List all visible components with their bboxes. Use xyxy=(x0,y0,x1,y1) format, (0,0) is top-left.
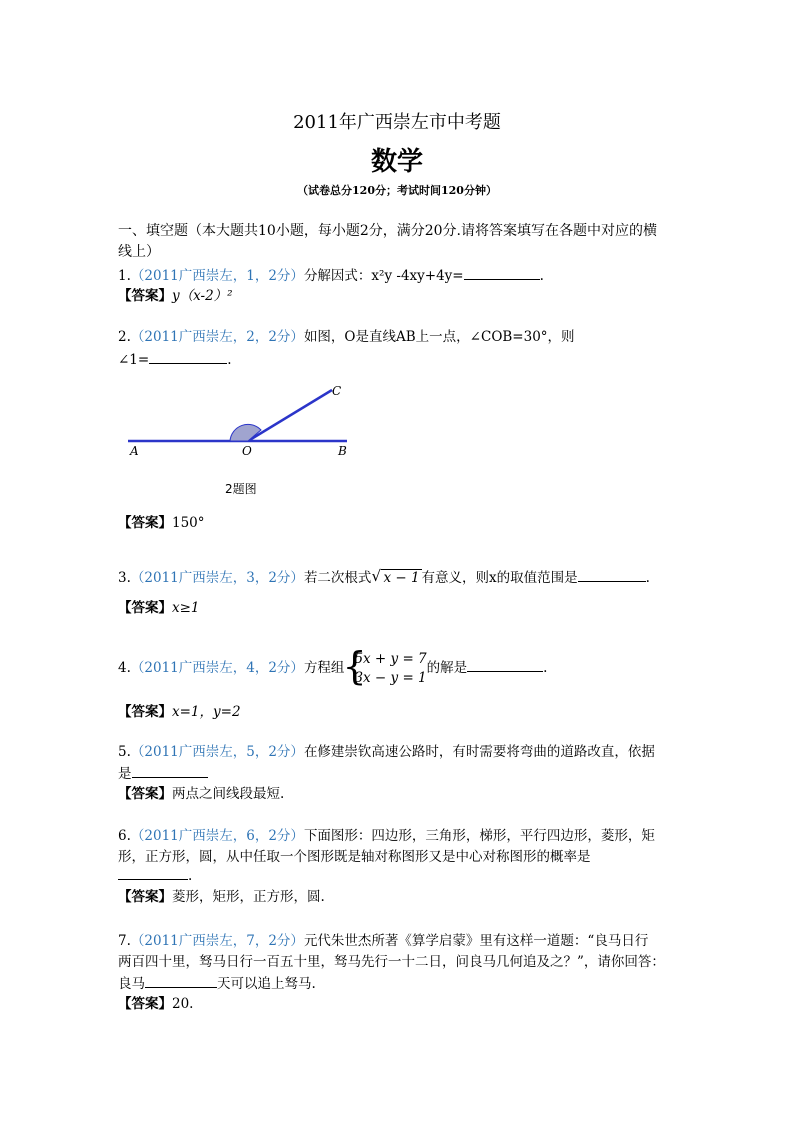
question-text: 是 xyxy=(118,766,132,782)
question-source: （2011广西崇左，6，2分） xyxy=(130,828,304,844)
exam-note: （试卷总分120分；考试时间120分钟） xyxy=(297,184,497,197)
question-number: 7. xyxy=(118,933,131,949)
answer-6 xyxy=(118,888,325,906)
question-6 xyxy=(118,827,655,845)
question-number: 2. xyxy=(118,329,131,345)
section-heading-cont: 线上） xyxy=(118,244,160,260)
question-source: （2011广西崇左，4，2分） xyxy=(130,660,304,676)
equation-system: { 5x + y = 7 3x − y = 1 xyxy=(342,643,427,688)
question-text: 在修建崇钦高速公路时，有时需要将弯曲的道路改直，依据 xyxy=(303,744,655,760)
question-number: 1. xyxy=(118,268,131,284)
question-text: 的解是 xyxy=(426,660,468,676)
answer-4 xyxy=(118,703,241,721)
question-text: 两百四十里，驽马日行一百五十里，驽马先行一十二日，问良马几何追及之？”，请你回答： xyxy=(118,954,665,970)
question-number: 4. xyxy=(118,660,131,676)
question-text: 有意义，则x的取值范围是 xyxy=(421,570,578,586)
answer-text: y（x-2）² xyxy=(172,288,233,304)
question-source: （2011广西崇左，3，2分） xyxy=(130,570,304,586)
answer-text: x≥1 xyxy=(172,600,200,616)
angle-1-marker xyxy=(230,424,261,441)
point-o-label: O xyxy=(242,444,252,458)
question-source: （2011广西崇左，5，2分） xyxy=(130,744,304,760)
answer-blank xyxy=(467,658,543,672)
subject-title: 数学 xyxy=(370,147,423,177)
answer-label: 【答案】 xyxy=(118,704,172,720)
answer-3 xyxy=(118,599,200,617)
question-5 xyxy=(118,743,655,761)
section-heading: 一、填空题（本大题共10小题，每小题2分，满分20分.请将答案填写在各题中对应的横 xyxy=(118,223,657,239)
question-source: （2011广西崇左，2，2分） xyxy=(130,329,304,345)
question-text: 分解因式：x²y -4xy+4y= xyxy=(303,268,464,284)
question-6-blank-line: . xyxy=(118,866,192,885)
question-text: 良马 xyxy=(118,976,145,992)
answer-label: 【答案】 xyxy=(118,515,172,531)
answer-blank xyxy=(118,866,188,880)
answer-blank xyxy=(145,974,217,988)
point-a-label: A xyxy=(130,444,139,458)
question-2-cont: ∠1= . xyxy=(118,352,232,368)
question-3: 3.（2011广西崇左，3，2分）若二次根式 √ x − 1 有意义，则x的取值范围是 . xyxy=(118,567,650,586)
answer-text: 20. xyxy=(172,996,194,1012)
answer-text: 150° xyxy=(172,515,205,531)
question-7-cont xyxy=(118,953,665,971)
answer-blank xyxy=(149,350,227,364)
answer-label: 【答案】 xyxy=(118,996,172,1012)
answer-text: 两点之间线段最短. xyxy=(172,786,285,802)
question-number: 3. xyxy=(118,570,131,586)
ray-oc xyxy=(248,390,332,441)
question-number: 6. xyxy=(118,828,131,844)
question-2 xyxy=(118,328,575,346)
answer-label: 【答案】 xyxy=(118,600,172,616)
answer-5 xyxy=(118,785,284,803)
angle-figure xyxy=(120,375,370,465)
question-text: 形，正方形，圆，从中任取一个图形既是轴对称图形又是中心对称图形的概率是 xyxy=(118,849,591,865)
square-root-expression: √ x − 1 xyxy=(371,567,420,586)
question-text: 元代朱世杰所著《算学启蒙》里有这样一道题：“良马日行 xyxy=(303,933,649,949)
question-5-cont xyxy=(118,764,208,783)
answer-label: 【答案】 xyxy=(118,786,172,802)
answer-2 xyxy=(118,514,205,532)
exam-title: 2011年广西崇左市中考题 xyxy=(293,112,501,133)
question-text: 如图，O是直线AB上一点，∠COB=30°，则 xyxy=(303,329,575,345)
figure-caption: 2题图 xyxy=(225,482,257,496)
answer-blank xyxy=(464,266,540,280)
point-c-label: C xyxy=(332,384,342,398)
question-text: 方程组 xyxy=(303,660,345,676)
question-text: 下面图形：四边形，三角形，梯形，平行四边形，菱形，矩 xyxy=(303,828,655,844)
answer-blank xyxy=(578,568,646,582)
question-text: 若二次根式 xyxy=(303,570,372,586)
question-6-cont xyxy=(118,848,591,866)
answer-text: 菱形，矩形，正方形，圆. xyxy=(172,889,325,905)
equation-1: 5x + y = 7 xyxy=(354,650,427,667)
question-7-cont2 xyxy=(118,974,316,993)
answer-7 xyxy=(118,995,193,1013)
question-text: ∠1= xyxy=(118,352,150,368)
point-b-label: B xyxy=(338,444,347,458)
question-7 xyxy=(118,932,648,950)
question-text: 天可以追上驽马. xyxy=(217,976,316,992)
answer-1 xyxy=(118,287,233,305)
question-4: 4.（2011广西崇左，4，2分）方程组 { 5x + y = 7 3x − y = 1 的解是 . xyxy=(118,643,548,688)
answer-label: 【答案】 xyxy=(118,889,172,905)
question-source: （2011广西崇左，7，2分） xyxy=(130,933,304,949)
radicand: x − 1 xyxy=(383,570,420,586)
equation-2: 3x − y = 1 xyxy=(354,669,427,686)
answer-text: x=1，y=2 xyxy=(172,704,241,720)
question-source: （2011广西崇左，1，2分） xyxy=(130,268,304,284)
question-number: 5. xyxy=(118,744,131,760)
question-1: 1.（2011广西崇左，1，2分）分解因式：x²y -4xy+4y= . xyxy=(118,268,544,284)
answer-blank xyxy=(132,764,208,778)
answer-label: 【答案】 xyxy=(118,288,172,304)
